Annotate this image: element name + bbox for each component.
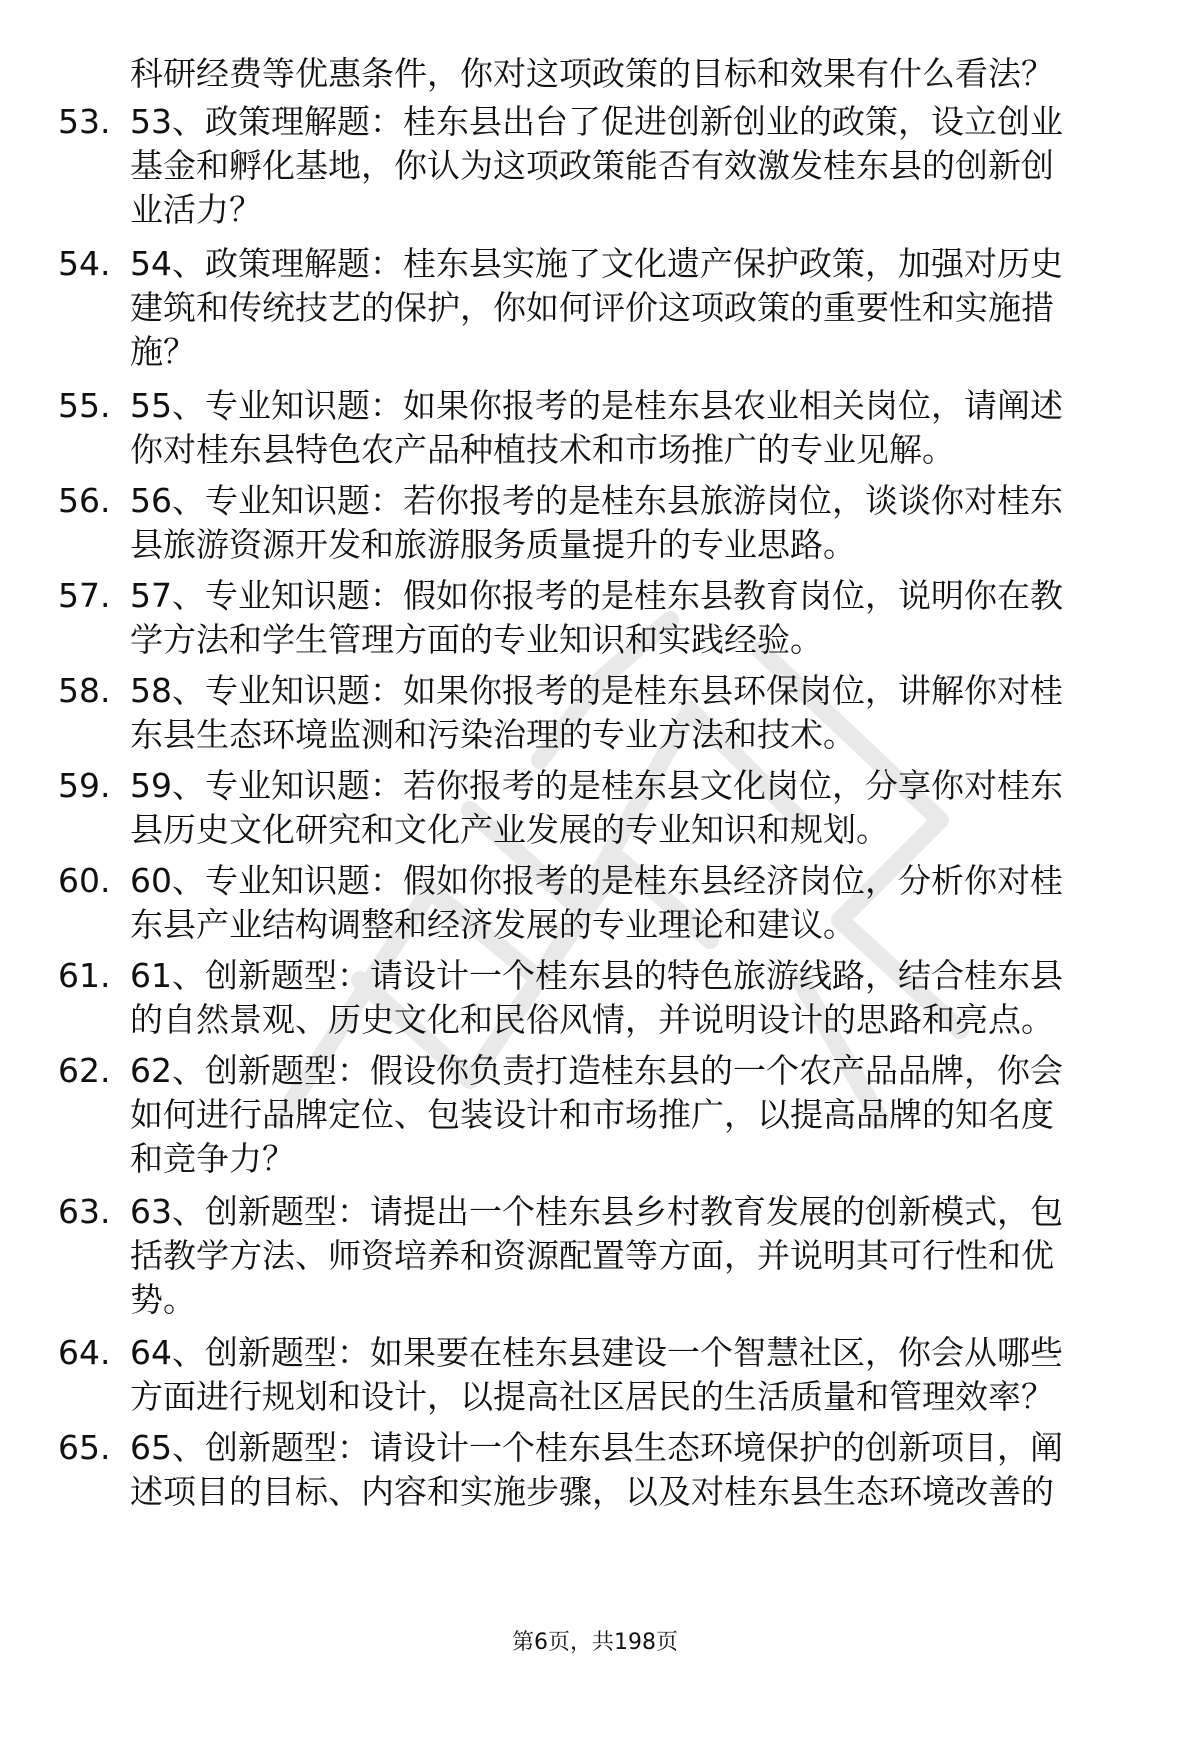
question-number: 63. — [58, 1192, 111, 1231]
question-text-line: 基金和孵化基地，你认为这项政策能否有效激发桂东县的创新创 — [130, 146, 1054, 185]
question-number: 56. — [58, 481, 111, 520]
question-text-line: 你对桂东县特色农产品种植技术和市场推广的专业见解。 — [130, 430, 955, 469]
page-footer: 第6页，共198页 — [512, 1630, 678, 1655]
question-number: 59. — [58, 766, 111, 805]
question-text — [130, 859, 1160, 947]
question-text — [130, 100, 1160, 232]
question-text-line: 58、专业知识题：如果你报考的是桂东县环保岗位，讲解你对桂 — [130, 671, 1063, 710]
question-text-line: 括教学方法、师资培养和资源配置等方面，并说明其可行性和优 — [130, 1236, 1054, 1275]
question-number: 55. — [58, 386, 111, 425]
question-text-line: 62、创新题型：假设你负责打造桂东县的一个农产品品牌，你会 — [130, 1051, 1063, 1090]
question-text-line: 东县生态环境监测和污染治理的专业方法和技术。 — [130, 715, 856, 754]
question-text — [130, 574, 1160, 662]
question-text-line: 建筑和传统技艺的保护，你如何评价这项政策的重要性和实施措 — [130, 288, 1054, 327]
question-text-line: 63、创新题型：请提出一个桂东县乡村教育发展的创新模式，包 — [130, 1192, 1063, 1231]
question-number: 62. — [58, 1051, 111, 1090]
question-text-line: 县旅游资源开发和旅游服务质量提升的专业思路。 — [130, 525, 856, 564]
question-text — [130, 669, 1160, 757]
question-text-line: 县历史文化研究和文化产业发展的专业知识和规划。 — [130, 810, 889, 849]
question-number: 53. — [58, 102, 111, 141]
question-text-line: 61、创新题型：请设计一个桂东县的特色旅游线路，结合桂东县 — [130, 956, 1063, 995]
question-text-line: 学方法和学生管理方面的专业知识和实践经验。 — [130, 620, 823, 659]
question-number: 64. — [58, 1333, 111, 1372]
question-text-line: 56、专业知识题：若你报考的是桂东县旅游岗位，谈谈你对桂东 — [130, 481, 1063, 520]
question-number: 54. — [58, 244, 111, 283]
question-number: 60. — [58, 861, 111, 900]
question-text — [130, 479, 1160, 567]
continuation-text: 科研经费等优惠条件，你对这项政策的目标和效果有什么看法？ — [130, 54, 1054, 93]
question-text — [130, 764, 1160, 852]
question-text — [130, 1049, 1160, 1181]
question-text — [130, 1190, 1160, 1322]
question-text-line: 55、专业知识题：如果你报考的是桂东县农业相关岗位，请阐述 — [130, 386, 1063, 425]
question-text — [130, 384, 1160, 472]
question-text-line: 59、专业知识题：若你报考的是桂东县文化岗位，分享你对桂东 — [130, 766, 1063, 805]
question-text — [130, 1331, 1160, 1419]
question-text-line: 和竞争力？ — [130, 1139, 295, 1178]
question-text-line: 业活力？ — [130, 190, 262, 229]
question-text-line: 如何进行品牌定位、包装设计和市场推广，以提高品牌的知名度 — [130, 1095, 1054, 1134]
question-text-line: 施？ — [130, 332, 196, 371]
question-text — [130, 1426, 1160, 1514]
question-text-line: 述项目的目标、内容和实施步骤，以及对桂东县生态环境改善的 — [130, 1472, 1054, 1511]
question-text-line: 60、专业知识题：假如你报考的是桂东县经济岗位，分析你对桂 — [130, 861, 1063, 900]
question-text-line: 65、创新题型：请设计一个桂东县生态环境保护的创新项目，阐 — [130, 1428, 1063, 1467]
question-text-line: 57、专业知识题：假如你报考的是桂东县教育岗位，说明你在教 — [130, 576, 1063, 615]
question-text-line: 方面进行规划和设计，以提高社区居民的生活质量和管理效率？ — [130, 1377, 1054, 1416]
question-number: 57. — [58, 576, 111, 615]
question-text-line: 53、政策理解题：桂东县出台了促进创新创业的政策，设立创业 — [130, 102, 1063, 141]
question-number: 58. — [58, 671, 111, 710]
question-text-line: 的自然景观、历史文化和民俗风情，并说明设计的思路和亮点。 — [130, 1000, 1054, 1039]
question-number: 65. — [58, 1428, 111, 1467]
question-text-line: 64、创新题型：如果要在桂东县建设一个智慧社区，你会从哪些 — [130, 1333, 1063, 1372]
question-text-line: 东县产业结构调整和经济发展的专业理论和建议。 — [130, 905, 856, 944]
question-text-line: 势。 — [130, 1280, 196, 1319]
question-number: 61. — [58, 956, 111, 995]
question-text-line: 54、政策理解题：桂东县实施了文化遗产保护政策，加强对历史 — [130, 244, 1063, 283]
question-text — [130, 242, 1160, 374]
question-text — [130, 954, 1160, 1042]
